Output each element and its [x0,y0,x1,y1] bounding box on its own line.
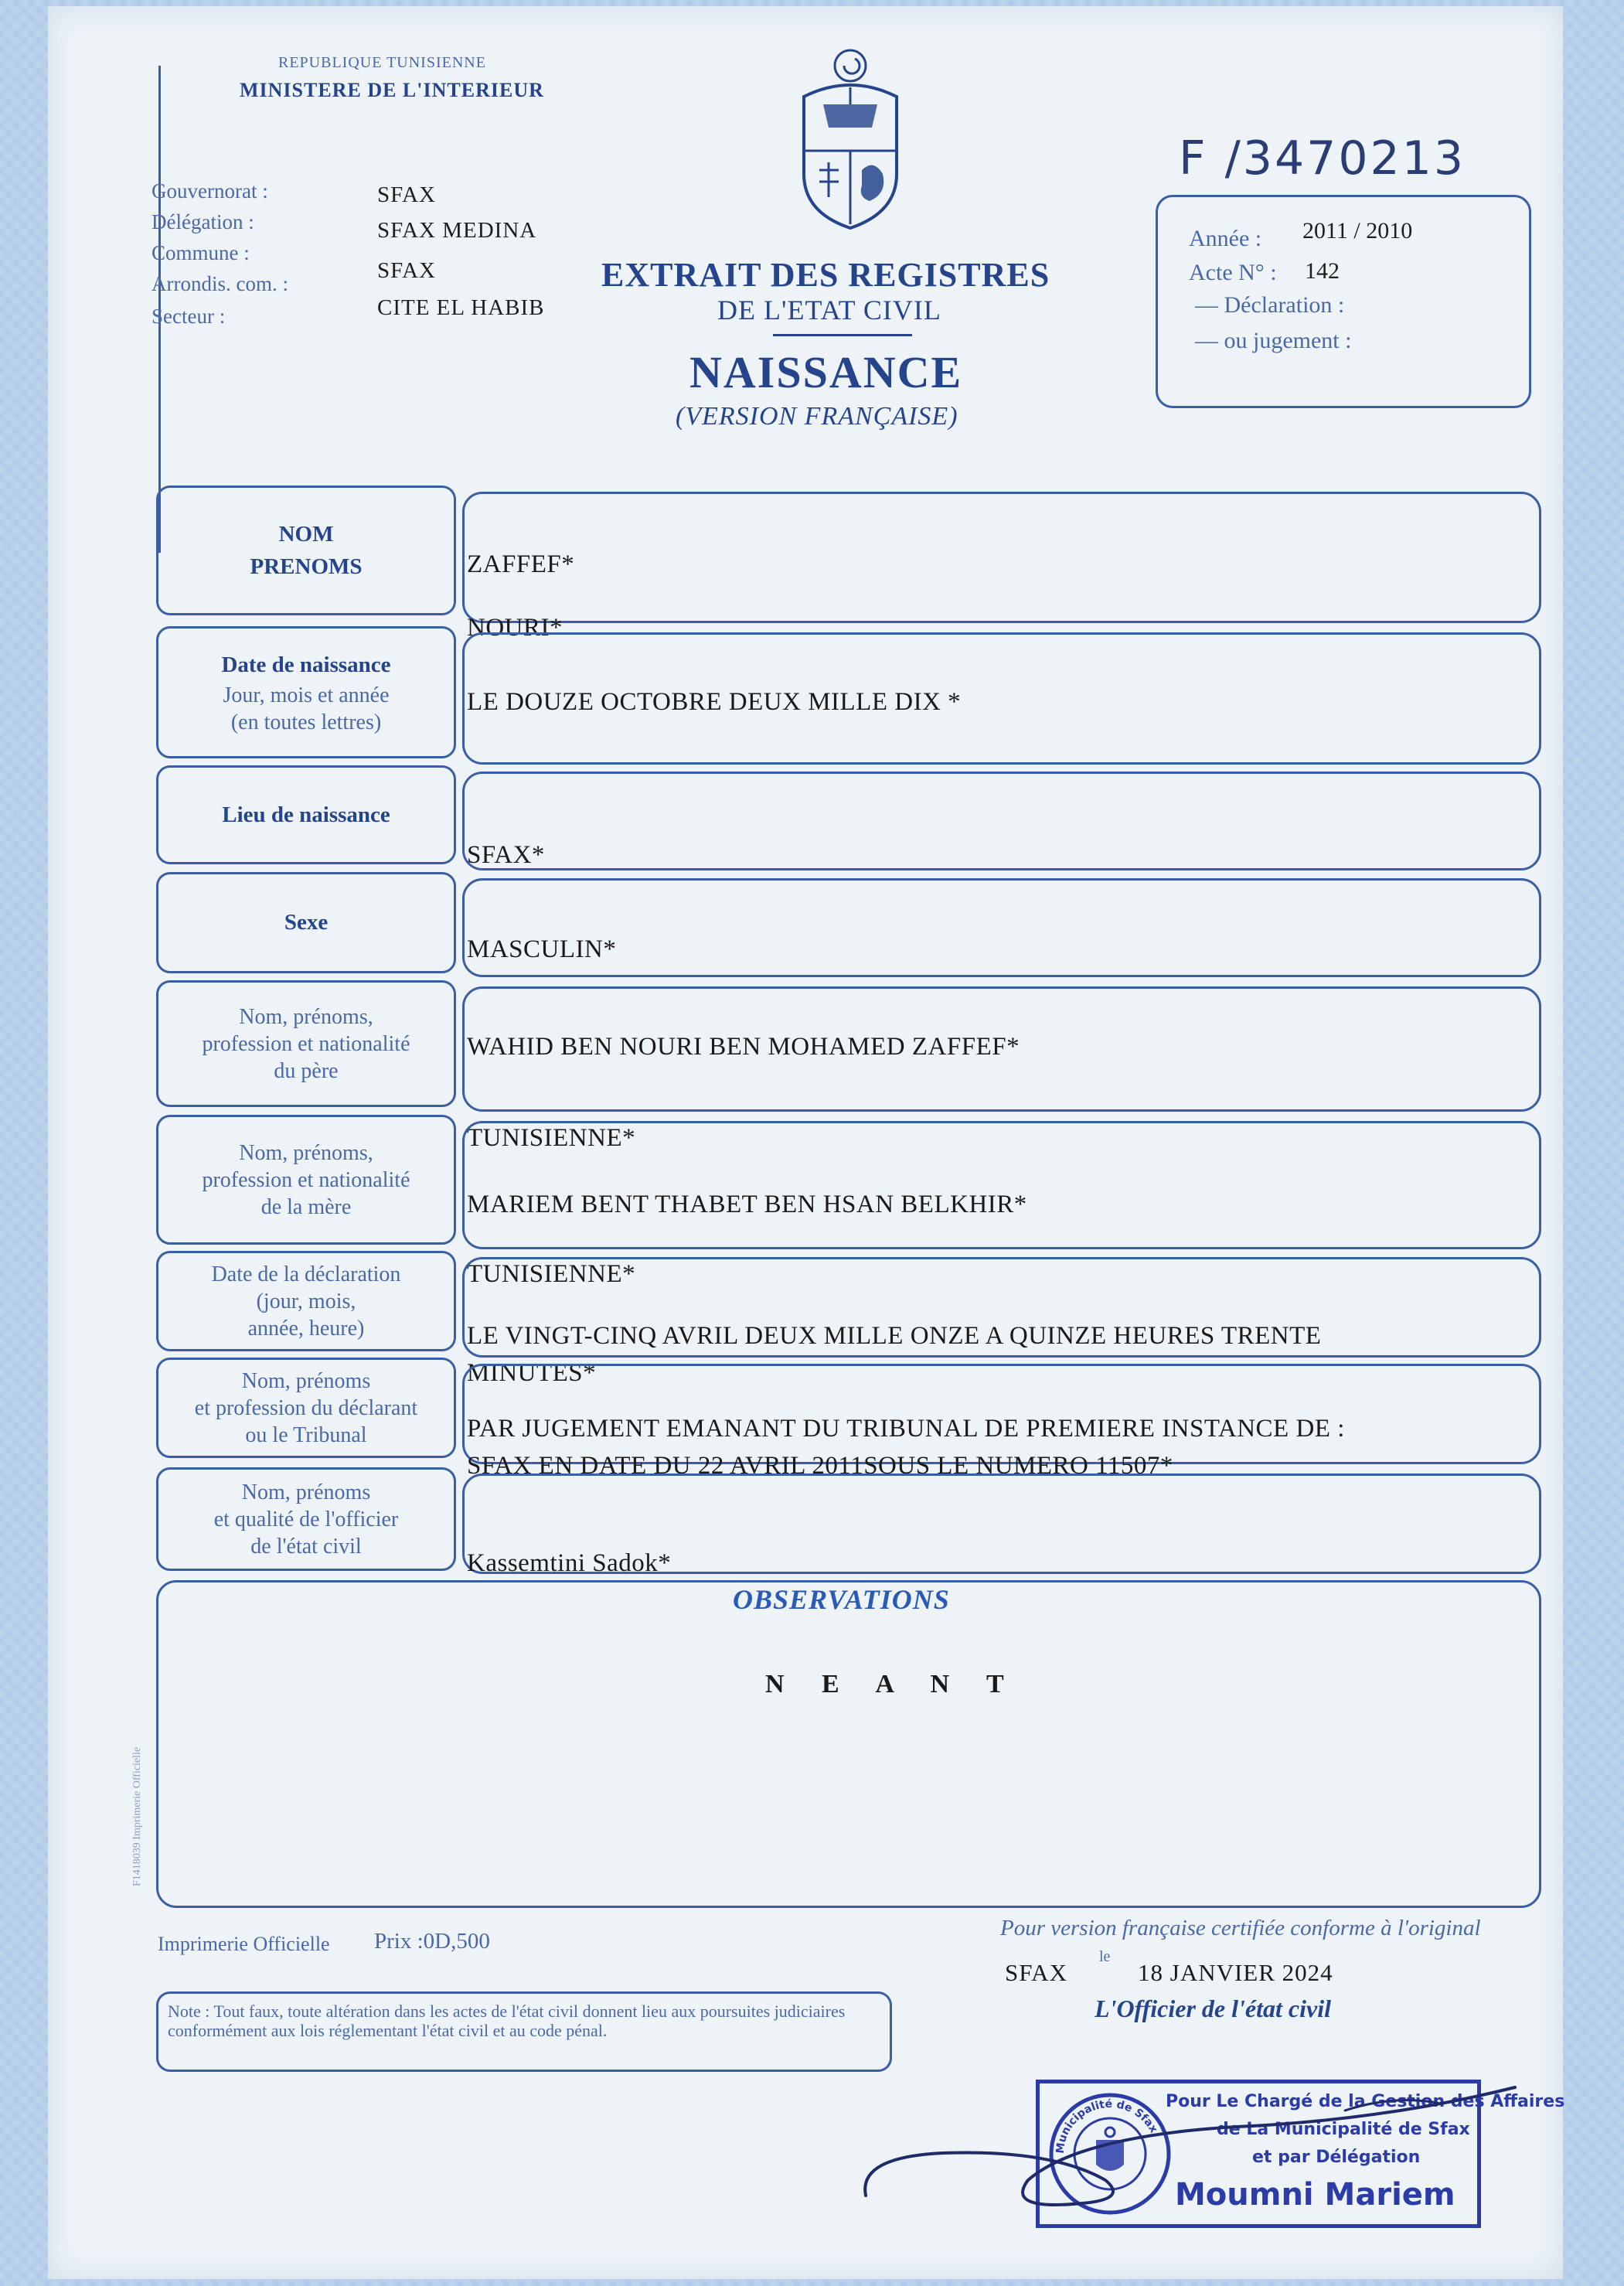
label-lieu-naissance [156,765,456,864]
pere-label-line3: du père [274,1058,339,1083]
coat-of-arms-icon [781,43,920,236]
value-box-sexe [462,878,1541,977]
certification-text: Pour version française certifiée conforme à l'original [1000,1916,1481,1940]
handwritten-signature [850,2064,1530,2219]
arrondis-value: SFAX [377,258,436,283]
commune-label: Commune : [152,241,250,264]
printer-side-mark: F1418039 Imprimerie Officielle [131,1746,143,1886]
nom-label: NOM [278,521,334,547]
label-mere [156,1115,456,1245]
observations-value: N E A N T [765,1670,1020,1698]
pere-value: WAHID BEN NOURI BEN MOHAMED ZAFFEF* [467,1033,1020,1061]
secteur-label: Secteur : [152,305,226,328]
label-declarant [156,1358,456,1458]
stamp-signatory-name: Moumni Mariem [1175,2177,1455,2213]
delegation-value: SFAX MEDINA [377,218,537,243]
officier-label-line1: Nom, prénoms [241,1480,371,1504]
mere-value: MARIEM BENT THABET BEN HSAN BELKHIR* [467,1191,1027,1218]
legal-note: Note : Tout faux, toute altération dans les actes de l'état civil donnent lieu aux poursuites judiciaires conformément aux lois réglementant l'état civil et au code pénal. [156,1991,892,2072]
declarant-label-line3: ou le Tribunal [245,1422,367,1447]
prenoms-value: NOURI* [467,614,563,642]
pere-label-line2: profession et nationalité [202,1031,410,1056]
gouvernorat-value: SFAX [377,182,436,207]
prenoms-label: PRENOMS [250,554,363,579]
annee-value: 2011 / 2010 [1302,218,1413,244]
lieu-naissance-value: SFAX* [467,841,545,869]
signing-le: le [1099,1948,1111,1965]
label-officier [156,1467,456,1571]
seal-text: Municipalité de Sfax [1054,2097,1160,2155]
delegation-label: Délégation : [152,210,254,233]
officier-label-line2: et qualité de l'officier [213,1507,399,1531]
title-extrait: EXTRAIT DES REGISTRES [601,256,1050,294]
stamp-line2: de La Municipalité de Sfax [1217,2120,1470,2139]
sexe-label: Sexe [284,910,329,935]
value-box-lieu [462,772,1541,870]
declaration-label-line2: (jour, mois, [256,1289,356,1313]
declaration-value-line2: MINUTES* [467,1359,597,1387]
label-declaration [156,1251,456,1351]
signing-date: 18 JANVIER 2024 [1138,1959,1333,1986]
date-naissance-value: LE DOUZE OCTOBRE DEUX MILLE DIX * [467,688,962,716]
label-nom-prenoms [156,485,456,615]
observations-title: OBSERVATIONS [733,1584,950,1615]
secteur-value: CITE EL HABIB [377,295,545,320]
sexe-value: MASCULIN* [467,935,617,963]
date-naissance-sub2: (en toutes lettres) [230,710,382,734]
mere-label-line1: Nom, prénoms, [239,1140,373,1165]
declaration-mode-label: — Déclaration : [1195,292,1345,318]
title-etat-civil: DE L'ETAT CIVIL [717,295,941,325]
mere-nationalite-value: TUNISIENNE* [467,1260,636,1288]
declarant-value-line2: SFAX EN DATE DU 22 AVRIL 2011SOUS LE NUMERO 11507* [467,1452,1173,1480]
officier-label-line3: de l'état civil [250,1534,362,1559]
title-underline [773,334,912,336]
ministry-label: MINISTERE DE L'INTERIEUR [240,79,544,101]
label-sexe [156,872,456,973]
declaration-label-line1: Date de la déclaration [211,1262,401,1286]
republic-label: REPUBLIQUE TUNISIENNE [278,54,486,71]
declarant-value-line1: PAR JUGEMENT EMANANT DU TRIBUNAL DE PREMIERE INSTANCE DE : [467,1415,1345,1443]
jugement-mode-label: — ou jugement : [1195,328,1352,353]
acte-number-label: Acte N° : [1189,260,1277,285]
annee-label: Année : [1189,226,1262,251]
lieu-naissance-label: Lieu de naissance [222,802,390,827]
label-pere [156,980,456,1107]
declaration-label-line3: année, heure) [247,1316,365,1341]
pere-nationalite-value: TUNISIENNE* [467,1124,636,1152]
mere-label-line3: de la mère [260,1194,352,1219]
mere-label-line2: profession et nationalité [202,1167,410,1192]
title-naissance: NAISSANCE [689,347,963,397]
date-naissance-sub1: Jour, mois et année [223,683,390,707]
stamp-line1: Pour Le Chargé de la Gestion des Affaires [1166,2092,1565,2111]
acte-number-value: 142 [1305,258,1340,284]
nom-value: ZAFFEF* [467,550,575,578]
officier-signature-label: L'Officier de l'état civil [1095,1995,1331,2022]
signing-place: SFAX [1005,1959,1067,1986]
observations-box [156,1580,1541,1908]
prix-label: Prix :0D,500 [374,1929,490,1954]
document-serial-number: F /3470213 [1179,131,1466,186]
imprimerie-label: Imprimerie Officielle [158,1933,330,1955]
value-box-mere [462,1121,1541,1249]
value-box-nom [462,492,1541,623]
declarant-label-line1: Nom, prénoms [241,1368,371,1393]
officier-value: Kassemtini Sadok* [467,1549,672,1577]
declarant-label-line2: et profession du déclarant [194,1395,418,1420]
arrondis-label: Arrondis. com. : [152,272,288,295]
stamp-line3: et par Délégation [1252,2148,1421,2167]
declaration-value-line1: LE VINGT-CINQ AVRIL DEUX MILLE ONZE A QUINZE HEURES TRENTE [467,1322,1322,1350]
value-box-declarant [462,1364,1541,1464]
date-naissance-label: Date de naissance [221,652,391,678]
pere-label-line1: Nom, prénoms, [239,1004,373,1029]
gouvernorat-label: Gouvernorat : [152,179,268,203]
title-version: (VERSION FRANÇAISE) [676,402,958,431]
label-date-naissance [156,626,456,758]
